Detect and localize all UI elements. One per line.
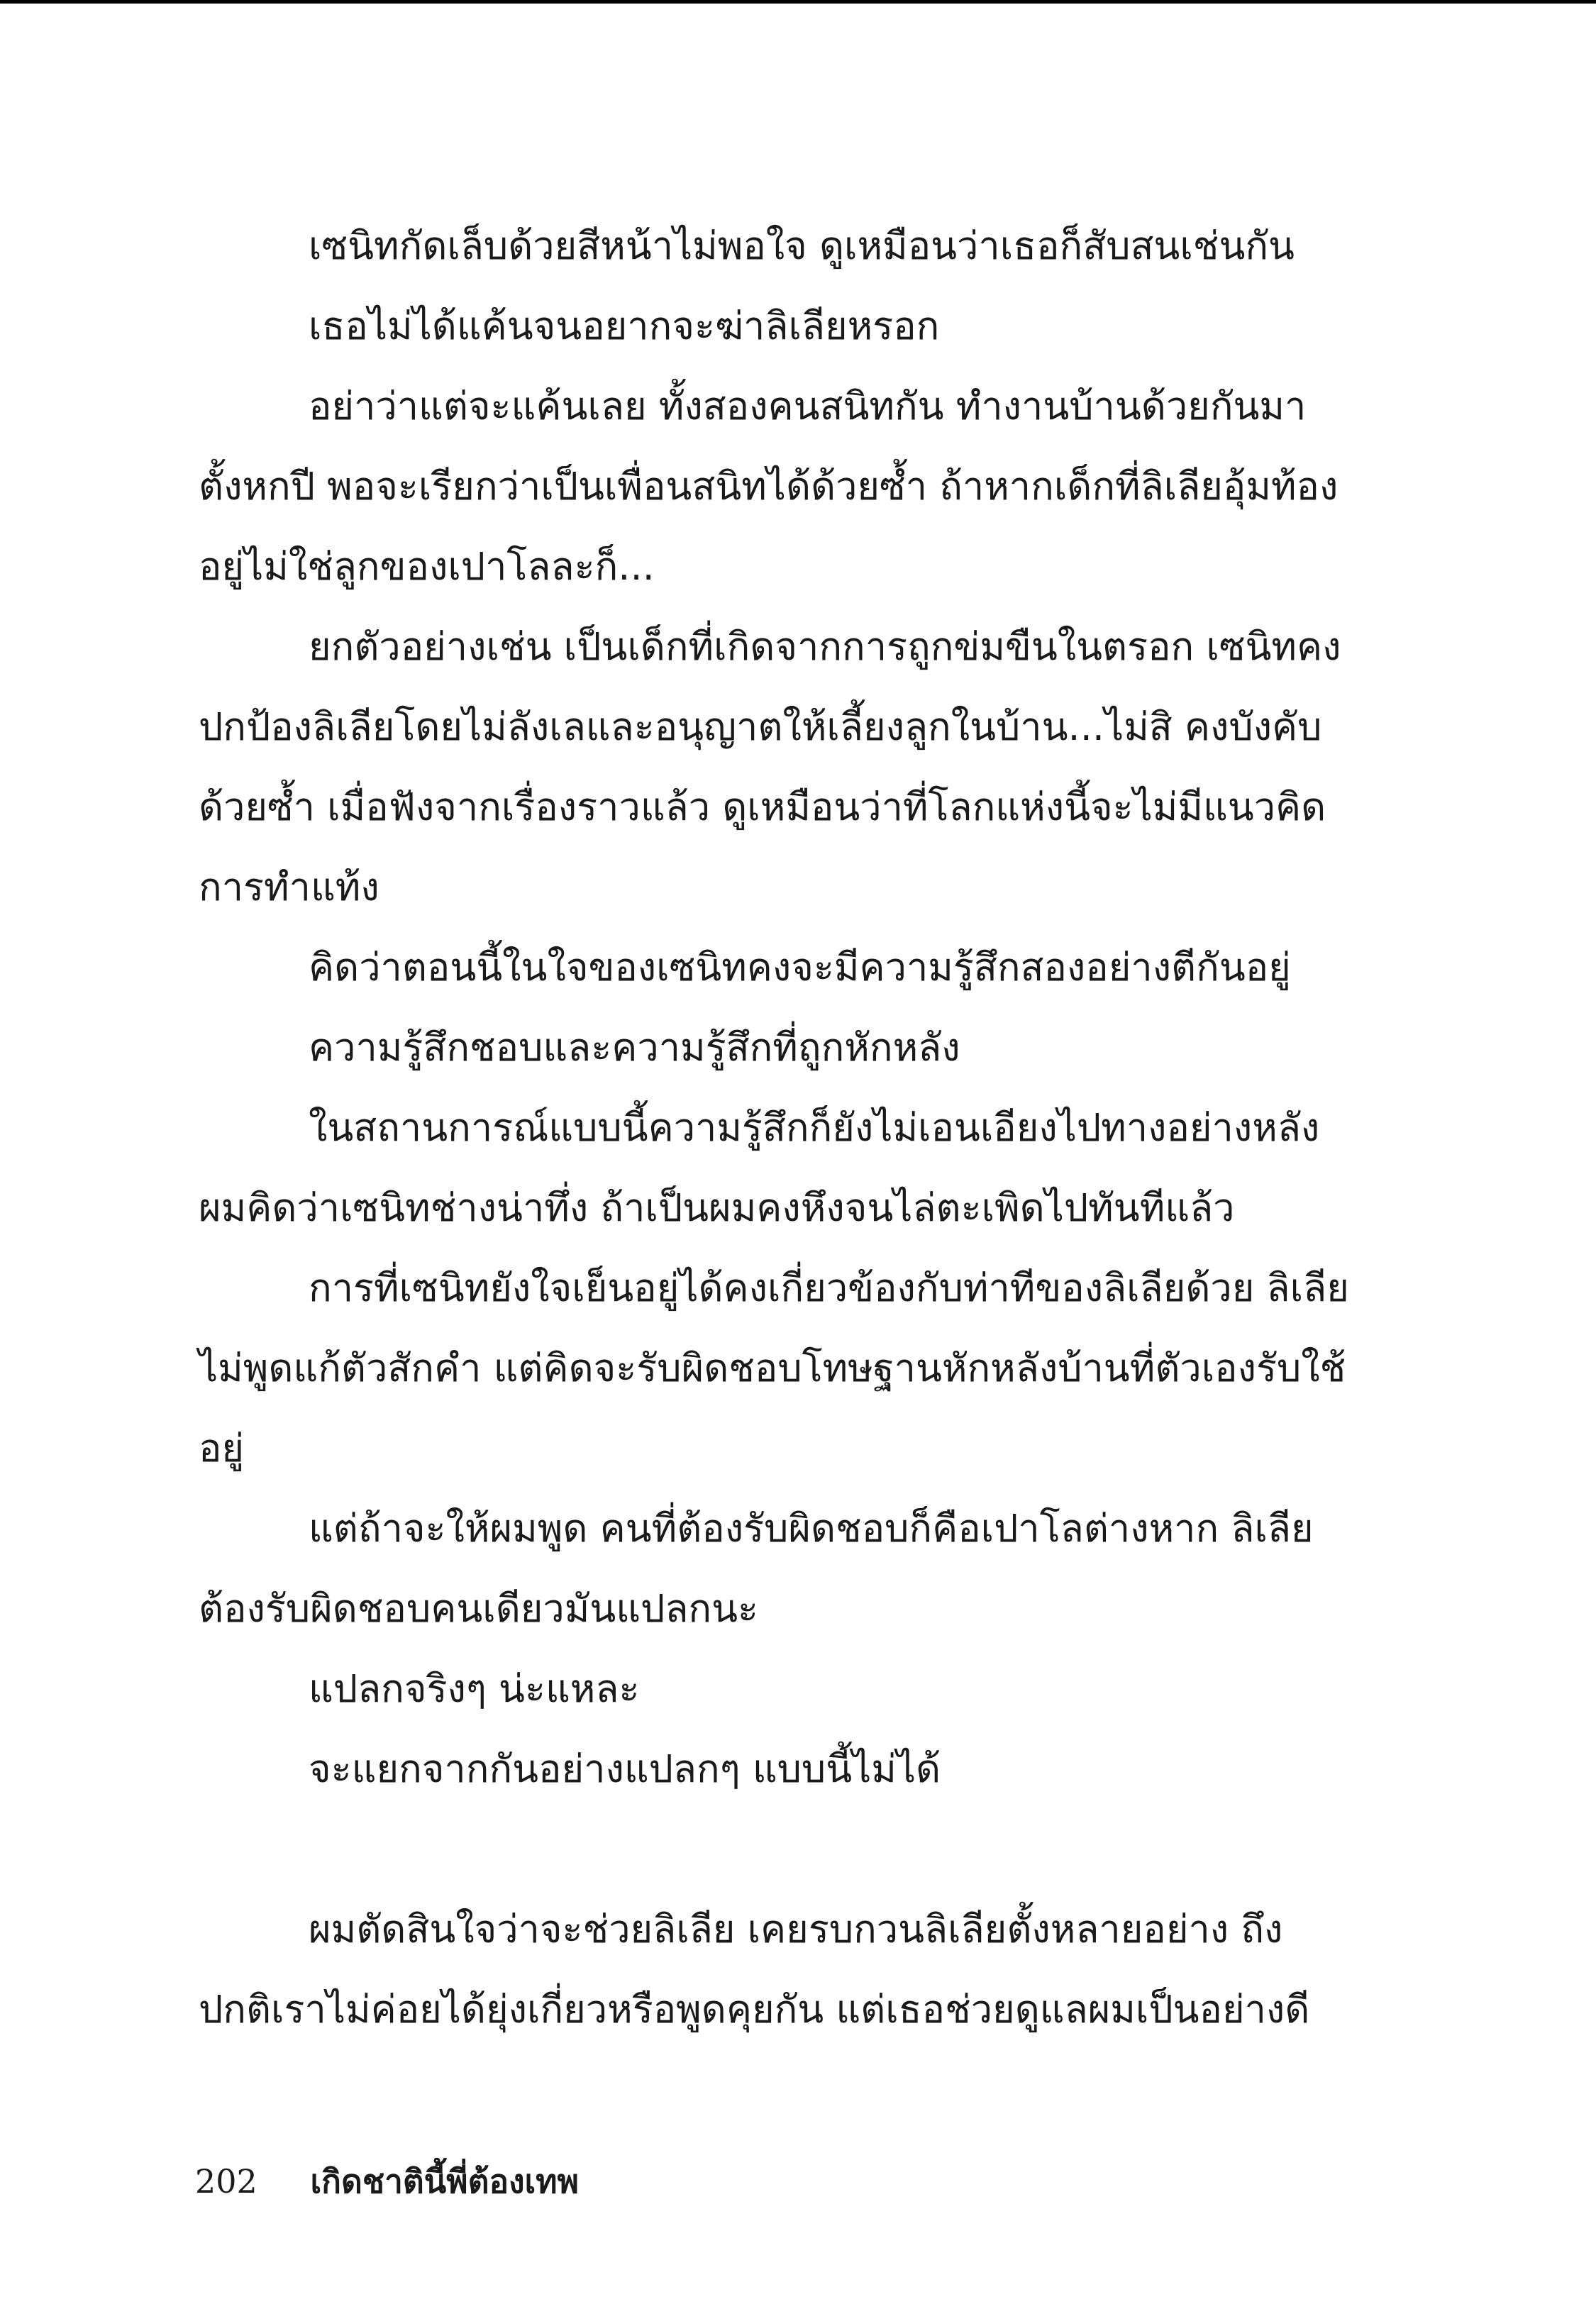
paragraph-line: ผมคิดว่าเซนิทช่างน่าทึ่ง ถ้าเป็นผมคงหึงจนไล่ตะเพิดไปทันทีแล้ว bbox=[199, 1185, 1235, 1230]
paragraph-line: อยู่ไม่ใช่ลูกของเปาโลละก็... bbox=[199, 544, 655, 589]
paragraph-line: ไม่พูดแก้ตัวสักคำ แต่คิดจะรับผิดชอบโทษฐานหักหลังบ้านที่ตัวเองรับใช้ bbox=[199, 1346, 1346, 1390]
paragraph-line: ด้วยซ้ำ เมื่อฟังจากเรื่องราวแล้ว ดูเหมือนว่าที่โลกแห่งนี้จะไม่มีแนวคิด bbox=[199, 785, 1326, 829]
paragraph-line: เธอไม่ได้แค้นจนอยากจะฆ่าลิเลียหรอก bbox=[309, 304, 940, 348]
page-number: 202 bbox=[195, 2162, 257, 2200]
paragraph-line: การที่เซนิทยังใจเย็นอยู่ได้คงเกี่ยวข้องกับท่าทีของลิเลียด้วย ลิเลีย bbox=[309, 1266, 1349, 1310]
paragraph-line: ต้องรับผิดชอบคนเดียวมันแปลกนะ bbox=[199, 1586, 759, 1631]
page-footer bbox=[195, 2153, 579, 2210]
paragraph-line: การทำแท้ง bbox=[199, 865, 379, 909]
paragraph-line: ปกติเราไม่ค่อยได้ยุ่งเกี่ยวหรือพูดคุยกัน แต่เธอช่วยดูแลผมเป็นอย่างดี bbox=[199, 1987, 1310, 2032]
paragraph-line: จะแยกจากกันอย่างแปลกๆ แบบนี้ไม่ได้ bbox=[309, 1746, 941, 1791]
top-border-rule bbox=[0, 0, 1596, 4]
paragraph-line: ยกตัวอย่างเช่น เป็นเด็กที่เกิดจากการถูกข่มขืนในตรอก เซนิทคง bbox=[309, 624, 1341, 669]
paragraph-line: คิดว่าตอนนี้ในใจของเซนิทคงจะมีความรู้สึกสองอย่างตีกันอยู่ bbox=[309, 945, 1291, 990]
paragraph-line: ปกป้องลิเลียโดยไม่ลังเลและอนุญาตให้เลี้ยงลูกในบ้าน...ไม่สิ คงบังคับ bbox=[199, 704, 1322, 749]
body-text bbox=[199, 206, 1349, 2049]
paragraph-line: แปลกจริงๆ น่ะแหละ bbox=[309, 1666, 640, 1711]
paragraph-line: ตั้งหกปี พอจะเรียกว่าเป็นเพื่อนสนิทได้ด้วยซ้ำ ถ้าหากเด็กที่ลิเลียอุ้มท้อง bbox=[199, 464, 1339, 509]
paragraph-line: แต่ถ้าจะให้ผมพูด คนที่ต้องรับผิดชอบก็คือเปาโลต่างหาก ลิเลีย bbox=[309, 1506, 1314, 1551]
paragraph-line: เซนิทกัดเล็บด้วยสีหน้าไม่พอใจ ดูเหมือนว่าเธอก็สับสนเช่นกัน bbox=[309, 223, 1295, 268]
scene-break bbox=[199, 1809, 1298, 1889]
paragraph-line: อยู่ bbox=[199, 1426, 245, 1471]
paragraph-line: ในสถานการณ์แบบนี้ความรู้สึกก็ยังไม่เอนเอียงไปทางอย่างหลัง bbox=[309, 1105, 1320, 1150]
paragraph-line: อย่าว่าแต่จะแค้นเลย ทั้งสองคนสนิทกัน ทำงานบ้านด้วยกันมา bbox=[309, 384, 1307, 428]
paragraph-line: ความรู้สึกชอบและความรู้สึกที่ถูกหักหลัง bbox=[309, 1025, 960, 1070]
paragraph-line: ผมตัดสินใจว่าจะช่วยลิเลีย เคยรบกวนลิเลียตั้งหลายอย่าง ถึง bbox=[309, 1907, 1283, 1952]
book-title: เกิดชาตินี้พี่ต้องเทพ bbox=[310, 2162, 579, 2200]
